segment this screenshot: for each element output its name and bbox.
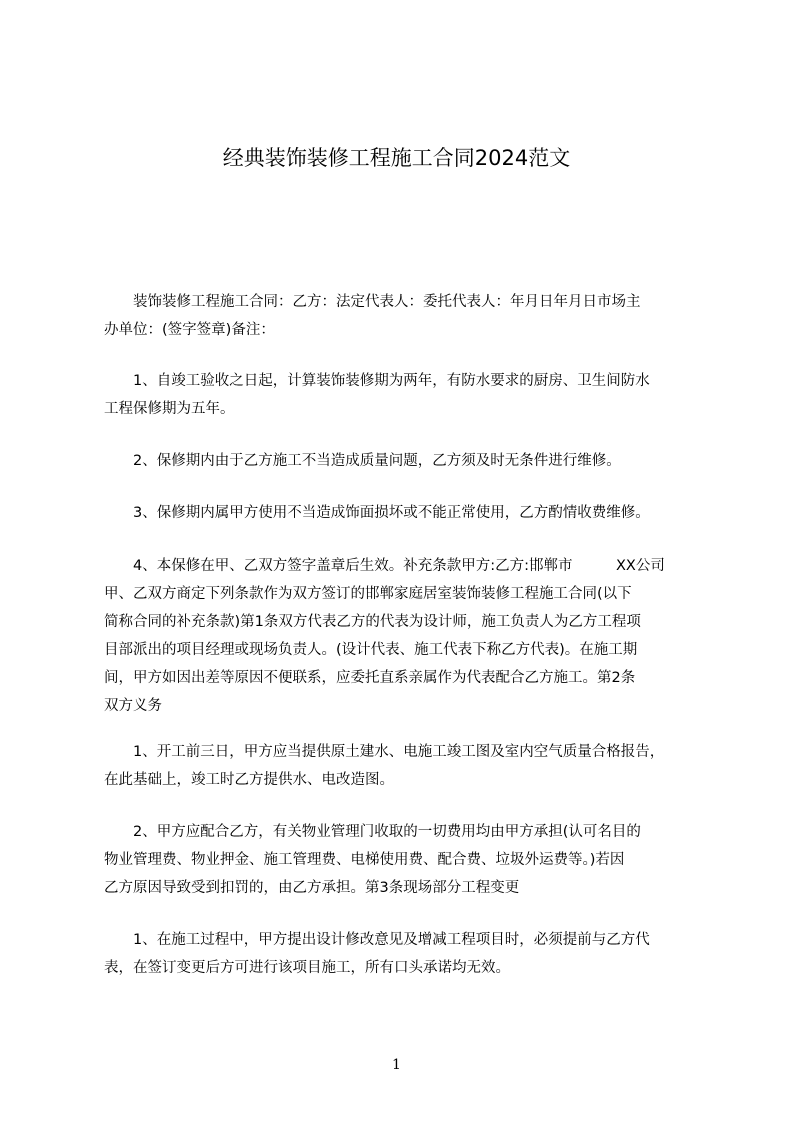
paragraph-line: 4、本保修在甲、乙双方签字盖章后生效。补充条款甲方:乙方:邯郸市 XX公司	[104, 558, 665, 574]
paragraph-line: 2、保修期内由于乙方施工不当造成质量问题，乙方须及时无条件进行维修。	[104, 453, 621, 469]
paragraph-line: 双方义务	[104, 698, 162, 714]
paragraph-line: 3、保修期内属甲方使用不当造成饰面损坏或不能正常使用，乙方酌情收费维修。	[104, 505, 650, 521]
paragraph-supplementary-terms	[104, 552, 704, 720]
paragraph-line: 1、开工前三日，甲方应当提供原土建水、电施工竣工图及室内空气质量合格报告，	[104, 744, 665, 760]
paragraph-line: 装饰装修工程施工合同：乙方：法定代表人：委托代表人：年月日年月日市场主	[104, 294, 641, 310]
paragraph-line: 物业管理费、物业押金、施工管理费、电梯使用费、配合费、垃圾外运费等。)若因	[104, 852, 625, 868]
paragraph-line: 1、自竣工验收之日起，计算装饰装修期为两年，有防水要求的厨房、卫生间防水	[104, 373, 650, 389]
document-title: 经典装饰装修工程施工合同2024范文	[222, 146, 571, 170]
paragraph-obligation-2	[104, 818, 704, 902]
paragraph-line: 1、在施工过程中，甲方提出设计修改意见及增减工程项目时，必须提前与乙方代	[104, 932, 650, 948]
paragraph-line: 甲、乙双方商定下列条款作为双方签订的邯郸家庭居室装饰装修工程施工合同(以下	[104, 586, 632, 602]
paragraph-warranty-2	[104, 447, 704, 475]
paragraph-warranty-1	[104, 367, 704, 423]
paragraph-warranty-3	[104, 499, 704, 527]
paragraph-line: 2、甲方应配合乙方，有关物业管理门收取的一切费用均由甲方承担(认可名目的	[104, 824, 641, 840]
paragraph-line: 工程保修期为五年。	[104, 401, 235, 417]
paragraph-line: 间，甲方如因出差等原因不便联系，应委托直系亲属作为代表配合乙方施工。第2条	[104, 670, 636, 686]
paragraph-line: 目部派出的项目经理或现场负责人。(设计代表、施工代表下称乙方代表)。在施工期	[104, 642, 638, 658]
paragraph-line: 在此基础上，竣工时乙方提供水、电改造图。	[104, 772, 394, 788]
paragraph-line: 表，在签订变更后方可进行该项目施工，所有口头承诺均无效。	[104, 960, 510, 976]
paragraph-change-1	[104, 926, 704, 982]
paragraph-line: 简称合同的补充条款)第1条双方代表乙方的代表为设计师，施工负责人为乙方工程项	[104, 614, 641, 630]
paragraph-line: 乙方原因导致受到扣罚的，由乙方承担。第3条现场部分工程变更	[104, 880, 520, 896]
paragraph-line: 办单位：(签字签章)备注：	[104, 322, 275, 338]
paragraph-obligation-1	[104, 738, 704, 794]
paragraph-intro	[104, 288, 704, 344]
page-number: 1	[392, 1057, 401, 1073]
